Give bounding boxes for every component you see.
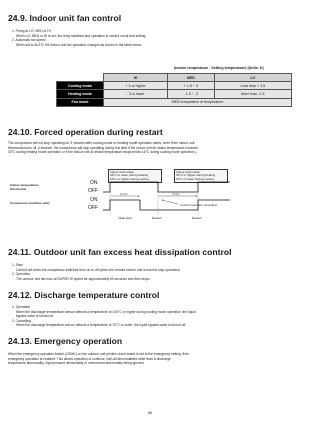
s2410-para-line-1: The compressor will not stop operating for 3 minutes after cooling mode or heating mode operation starts, even if the indoor unit: [8, 141, 195, 145]
cooling-med-cell: + 1.5 ~ 3: [168, 82, 215, 90]
table-caption: (Indoor temperature - Setting temperature) (Units: K): [174, 66, 264, 70]
table-row: [57, 90, 292, 98]
fan-speed-table: [56, 73, 292, 107]
section-24-12-title: 24.12. Discharge temperature control: [8, 290, 160, 300]
box1-line-3: 16°C or higher during cooling: [110, 176, 149, 181]
row-label-compressor: Compressor (outdoor unit): [10, 201, 50, 205]
row-header-heating: Heating mode: [57, 90, 104, 98]
s2412-item-2-desc: When the discharge temperature sensor detects a temperature of 70°C or lower, the liquid bypass valve is turned off.: [16, 323, 187, 327]
col-header-hi: HI: [104, 74, 168, 82]
thermostat-waveform: [103, 182, 230, 192]
table-row: [57, 82, 292, 90]
compressor-off-label: OFF: [88, 205, 98, 211]
s249-item-1: 1. Fixing at LO, MED or HI: [12, 29, 51, 33]
s2412-item-1-desc-a: When the discharge temperature sensor detects a temperature of 100°C or higher during cooling mode operation, the liquid: [16, 309, 196, 314]
s249-item-1-desc: When LO, MED or HI is set, the relay switches and operation is carried out at that setting.: [16, 33, 147, 38]
heating-lo-cell: More than -1.5: [214, 90, 291, 98]
s249-item-2: 2. Automatic fan speed: [12, 38, 46, 42]
s2413-para-line-1: When the emergency operation switch (OSW1) on the outdoor unit printed circuit board is set to the emergency setting, then: [8, 352, 190, 356]
row-header-fan: Fan mode: [57, 98, 104, 106]
box2-line-2: 33°C or higher during heating: [176, 173, 216, 178]
s2413-para-line-2: emergency operation is enabled. This allows operation to continue, with all abnormalities other than a discharge: [8, 356, 171, 361]
s2410-para-line-3: 33°C during heating mode operation or if the indoor unit air intake temperature drops below 16°C during cooling mode operation.): [8, 150, 197, 154]
thermostat-on-label: ON: [90, 180, 98, 186]
s2413-para-line-3: temperature abnormality, high pressure abnormality or overcurrent abnormality being ignored.: [8, 361, 145, 365]
thermostat-off-label: OFF: [88, 188, 98, 194]
heating-med-cell: - 1.5 ~ -3: [168, 90, 215, 98]
table-corner: [57, 74, 104, 82]
col-header-lo: LO: [214, 74, 291, 82]
s249-item-2-desc: When set to AUTO, the indoor unit fan operation changes as shown in the table below.: [16, 42, 142, 47]
s2410-para-line-2: thermostat turns off. (However, the compressor will stop operating during this time if the indoor unit air intake temperature exceeds: [8, 145, 198, 150]
row-label-thermostat: Indoor temperature thermostat: [10, 183, 39, 191]
cooling-lo-cell: Less than + 1.5: [214, 82, 291, 90]
s2411-item-1-desc: Carried out when the compressor switches from on to off (when the remote control unit is used to stop operation): [16, 267, 181, 272]
timing-waveforms: [0, 170, 300, 250]
row-header-cooling: Cooling mode: [57, 82, 104, 90]
s2412-item-2: 2. Cancelling: [12, 318, 32, 323]
table-row: [57, 98, 292, 106]
box2-line-1: Indoor thermostat: [176, 169, 200, 174]
s2411-item-1: 1. Start: [12, 263, 23, 267]
s2411-item-2-desc: The outdoor unit fan runs at SUPER HI speed for approximately 60 seconds and then stops.: [16, 276, 151, 281]
cooling-hi-cell: + 3 or higher: [104, 82, 168, 90]
initial-start-label: Initial start: [118, 216, 132, 220]
box1-line-1: Indoor thermostat: [110, 169, 134, 174]
section-24-9-title: 24.9. Indoor unit fan control: [8, 13, 122, 23]
s2412-item-1-desc-b: bypass valve is turned on.: [16, 314, 55, 318]
box1-line-2: 33°C or lower during heating: [110, 173, 149, 178]
section-24-10-title: 24.10. Forced operation during restart: [8, 127, 163, 137]
s2412-item-1: 1. Operation: [12, 305, 31, 309]
restart-timing-diagram: [0, 170, 300, 250]
box2-line-3: 16°C or lower during cooling: [176, 176, 214, 181]
restart-label-1: Restart: [152, 216, 162, 220]
three-min-label-1: 3 min.: [120, 192, 129, 196]
table-header-row: [57, 74, 292, 82]
restart-label-2: Restart: [192, 216, 202, 220]
col-header-med: MED: [168, 74, 215, 82]
page-number: 66: [148, 411, 152, 415]
fan-mode-cell: MED irrespective of temperature: [104, 98, 292, 106]
section-24-11-title: 24.11. Outdoor unit fan excess heat dissipation control: [8, 247, 232, 257]
three-min-label-2: 3 min.: [172, 192, 181, 196]
cancel-label: Control operation cancelled: [180, 203, 217, 207]
compressor-on-label: ON: [90, 197, 98, 203]
section-24-13-title: 24.13. Emergency operation: [8, 336, 123, 346]
heating-hi-cell: - 3 or lower: [104, 90, 168, 98]
s2411-item-2: 2. Operation: [12, 272, 31, 276]
